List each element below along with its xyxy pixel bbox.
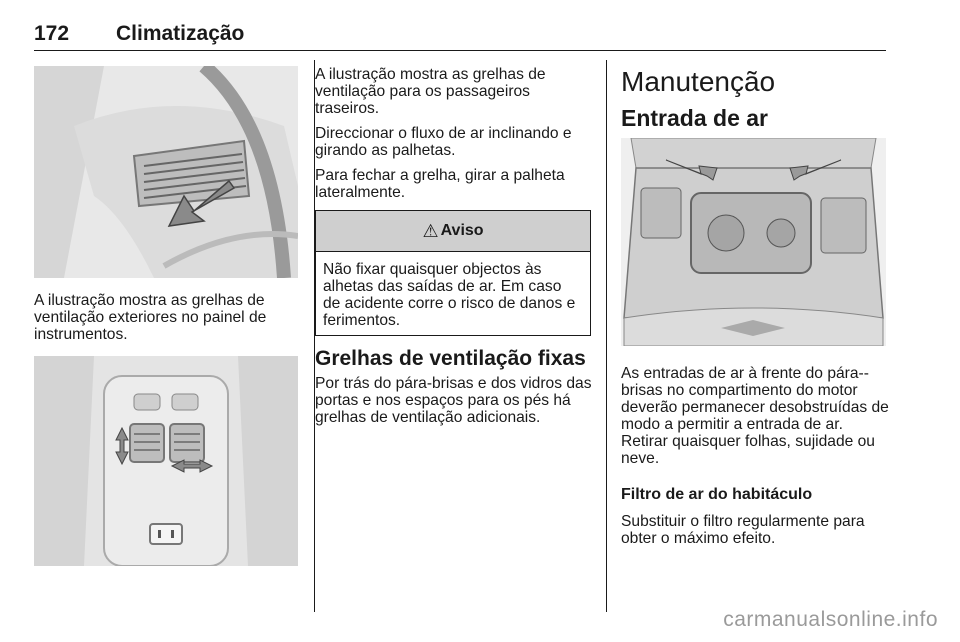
column-divider-right <box>606 60 607 612</box>
watermark: carmanualsonline.info <box>723 608 938 631</box>
page-header <box>34 22 886 50</box>
warning-header <box>316 211 590 252</box>
engine-bay-illustration <box>621 138 886 346</box>
heading-maintenance: Manutenção <box>621 66 776 97</box>
heading-fixed-vents: Grelhas de ventilação fixas <box>315 347 586 370</box>
paragraph-direct-airflow: Direccionar o fluxo de ar inclinando e girando as palhetas. <box>315 125 572 159</box>
fixed-vents-text: Por trás do pára-brisas e dos vidros das portas e nos espaços para os pés há grelhas de ventilação adicionais. <box>315 375 592 426</box>
page-number: 172 <box>34 22 70 45</box>
heading-air-intake: Entrada de ar <box>621 105 768 131</box>
warning-title: Aviso <box>440 222 484 239</box>
paragraph-close-vent: Para fechar a grelha, girar a palheta lateralmente. <box>315 167 565 201</box>
paragraph-rear-vents: A ilustração mostra as grelhas de ventilação para os passageiros traseiros. <box>315 66 546 117</box>
rear-vents-illustration <box>34 356 298 566</box>
warning-box <box>315 210 591 336</box>
warning-text: Não fixar quaisquer objectos às alhetas das saídas de ar. Em caso de acidente corre o risco de danos e ferimentos. <box>323 261 576 329</box>
heading-cabin-filter: Filtro de ar do habitáculo <box>621 486 813 503</box>
middle-text <box>315 66 593 209</box>
section-title: Climatização <box>116 22 245 45</box>
figure1-caption: A ilustração mostra as grelhas de ventilação exteriores no painel de instrumentos. <box>34 292 267 343</box>
dashboard-vent-illustration <box>34 66 298 278</box>
cabin-filter-text: Substituir o filtro regularmente para obter o máximo efeito. <box>621 513 865 547</box>
header-rule <box>34 50 886 51</box>
warning-triangle-icon: ⚠ <box>422 220 439 241</box>
air-intake-text: As entradas de ar à frente do pára--brisas no compartimento do motor deverão permanecer desobstruídas de modo a permitir a entrada de ar. Retirar quaisquer folhas, sujidade ou neve. <box>621 365 889 467</box>
